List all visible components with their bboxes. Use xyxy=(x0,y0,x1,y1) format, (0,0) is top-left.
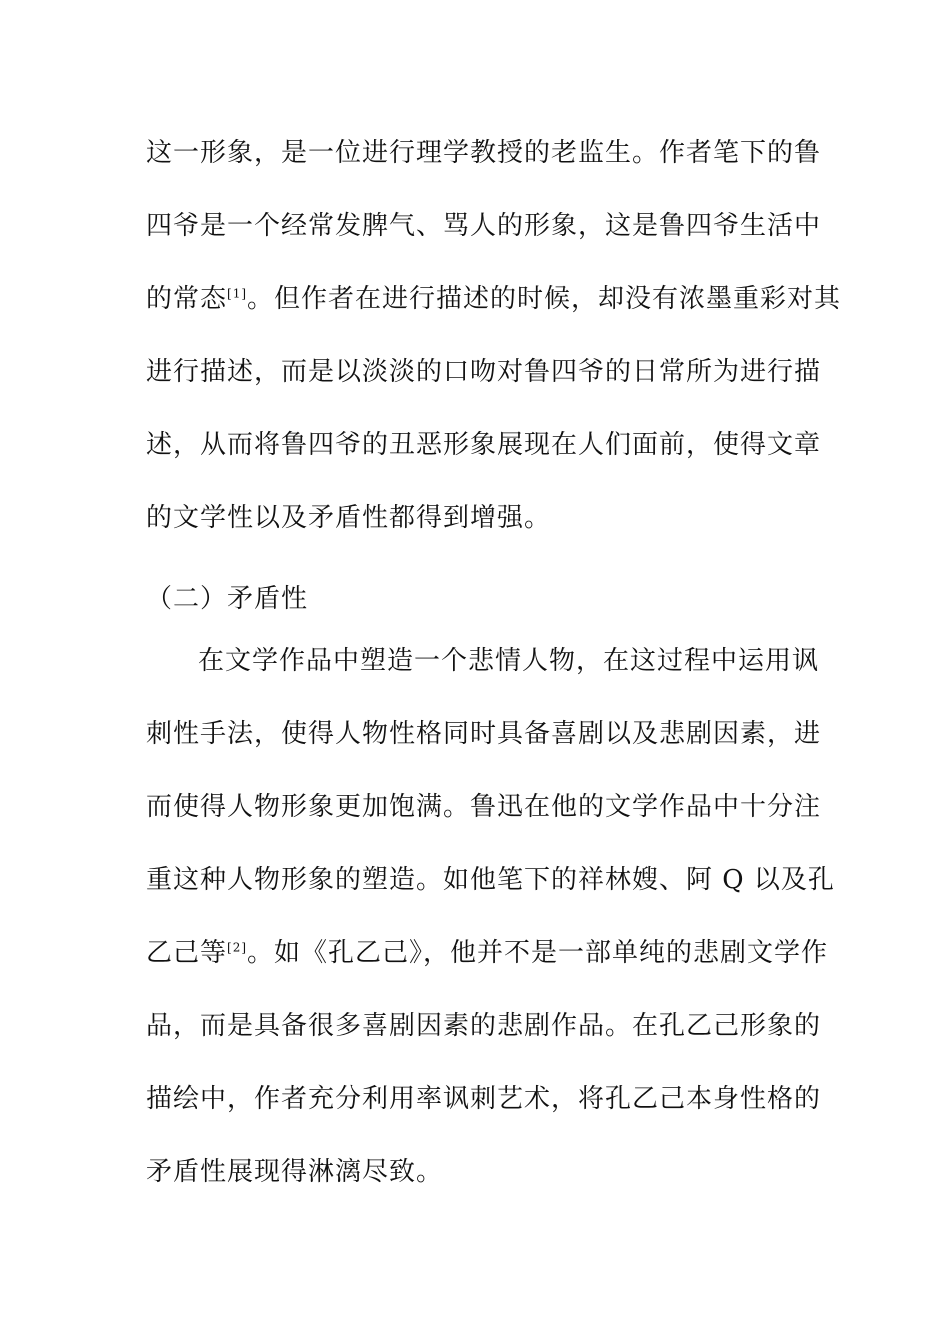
paragraph-line: 这一形象，是一位进行理学教授的老监生。作者笔下的鲁 xyxy=(146,138,822,168)
paragraph-line: 品，而是具备很多喜剧因素的悲剧作品。在孔乙己形象的 xyxy=(146,1011,822,1041)
citation-marker: [1] xyxy=(227,286,248,301)
paragraph-line: 矛盾性展现得淋漓尽致。 xyxy=(146,1157,444,1187)
paragraph-line: 刺性手法，使得人物性格同时具备喜剧以及悲剧因素，进 xyxy=(146,719,822,749)
paragraph-line: 描绘中，作者充分利用率讽刺艺术，将孔乙己本身性格的 xyxy=(146,1084,822,1114)
paragraph-line: 的文学性以及矛盾性都得到增强。 xyxy=(146,503,552,533)
paragraph-line: 进行描述，而是以淡淡的口吻对鲁四爷的日常所为进行描 xyxy=(146,357,822,387)
paragraph-1 xyxy=(146,117,842,555)
line-text: 乙己等 xyxy=(146,938,228,968)
paragraph-line: 而使得人物形象更加饱满。鲁迅在他的文学作品中十分注 xyxy=(146,792,822,822)
paragraph-line: 述，从而将鲁四爷的丑恶形象展现在人们面前，使得文章 xyxy=(146,430,822,460)
paragraph-line: 四爷是一个经常发脾气、骂人的形象，这是鲁四爷生活中 xyxy=(146,211,822,241)
paragraph-line xyxy=(146,917,829,990)
line-text: 。但作者在进行描述的时候，却没有浓墨重彩对其 xyxy=(247,284,842,314)
paragraph-line: 在文学作品中塑造一个悲情人物，在这过程中运用讽 xyxy=(198,646,820,676)
section-heading: （二）矛盾性 xyxy=(146,584,309,614)
paragraph-line: 重这种人物形象的塑造。如他笔下的祥林嫂、阿 Q 以及孔 xyxy=(146,865,835,895)
paragraph-2 xyxy=(146,625,835,1209)
line-text: 的常态 xyxy=(146,284,228,314)
line-text: 。如《孔乙己》，他并不是一部单纯的悲剧文学作 xyxy=(247,938,829,968)
citation-marker: [2] xyxy=(227,940,248,955)
paragraph-line xyxy=(146,263,842,336)
